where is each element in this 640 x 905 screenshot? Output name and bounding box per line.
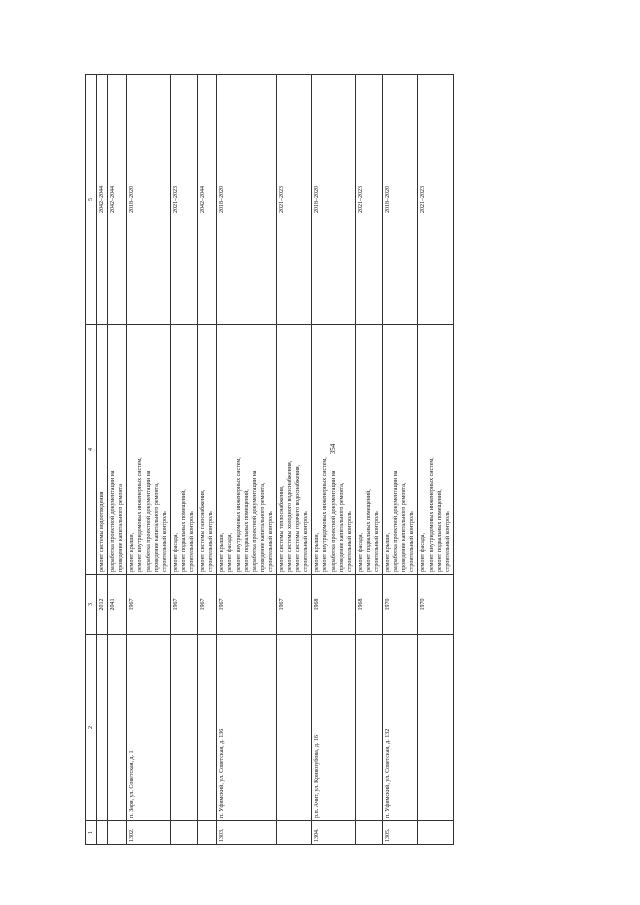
work-item: ремонт системы теплоснабжения,: [278, 485, 285, 572]
commissioning-year-cell: 2041: [108, 575, 127, 635]
page-number: 354: [329, 443, 337, 455]
rotated-page-content: [85, 75, 602, 845]
row-number-cell: 1305.: [383, 821, 418, 845]
work-item: ремонт фасада,: [172, 533, 179, 572]
work-item: ремонт внутридомовых инженерных систем,: [322, 457, 329, 572]
commissioning-year-cell: 2012: [97, 575, 108, 635]
work-item: ремонт подвальных помещений,: [243, 489, 250, 572]
work-item: строительный контроль: [161, 511, 168, 572]
work-item: разработка проектной документации на: [393, 470, 400, 572]
planned-period-cell: 2018–2020: [127, 75, 170, 325]
planned-period-cell: 2021–2023: [170, 75, 197, 325]
row-number-cell: [355, 821, 382, 845]
work-item: ремонт крыши,: [219, 532, 226, 572]
table-row: [276, 75, 311, 845]
commissioning-year-cell: 1967: [198, 575, 217, 635]
work-item: ремонт фасада,: [420, 533, 427, 572]
work-item: строительный контроль: [409, 511, 416, 572]
column-header: 2: [86, 635, 97, 821]
row-number-cell: 1303.: [217, 821, 277, 845]
work-item: ремонт внутридомовых инженерных систем,: [428, 457, 435, 572]
planned-period-cell: 2018–2020: [217, 75, 277, 325]
address-cell: [108, 635, 127, 821]
table-row: [383, 75, 418, 845]
address-cell: [418, 635, 453, 821]
address-cell: [198, 635, 217, 821]
work-item: ремонт внутридомовых инженерных систем,: [137, 457, 144, 572]
commissioning-year-cell: 1967: [276, 575, 311, 635]
address-cell: [170, 635, 197, 821]
planned-period-cell: 2042–2044: [198, 75, 217, 325]
works-cell: [127, 325, 170, 575]
work-item: ремонт крыши,: [129, 532, 136, 572]
work-item: строительный контроль: [267, 511, 274, 572]
work-item: разработка проектной документации на: [145, 470, 152, 572]
table-row: [312, 75, 355, 845]
planned-period-cell: 2018–2020: [383, 75, 418, 325]
works-cell: [97, 325, 108, 575]
work-item: проведение капитального ремонта,: [338, 482, 345, 572]
work-item: разработка проектной документации на: [251, 470, 258, 572]
work-item: строительный контроль: [444, 511, 451, 572]
row-number-cell: [97, 821, 108, 845]
commissioning-year-cell: 1967: [170, 575, 197, 635]
planned-period-cell: 2042–2044: [108, 75, 127, 325]
row-number-cell: [170, 821, 197, 845]
row-number-cell: [198, 821, 217, 845]
work-item: проведение капитального ремонта: [118, 484, 125, 572]
table-row: [170, 75, 197, 845]
header-row: [86, 75, 97, 845]
work-item: проведение капитального ремонта,: [259, 482, 266, 572]
work-item: строительный контроль: [208, 511, 215, 572]
address-cell: п. Заря, ул. Советская, д. 1: [127, 635, 170, 821]
address-cell: р.п. Ачит, ул. Кривозубова, д. 16: [312, 635, 355, 821]
table-row: [198, 75, 217, 845]
work-item: строительный контроль: [303, 511, 310, 572]
work-item: ремонт подвальных помещений,: [365, 489, 372, 572]
works-cell: [108, 325, 127, 575]
planned-period-cell: 2042–2044: [97, 75, 108, 325]
work-item: ремонт фасада,: [227, 533, 234, 572]
column-header: 5: [86, 75, 97, 325]
row-number-cell: [418, 821, 453, 845]
table-row: [217, 75, 277, 845]
row-number-cell: 1302.: [127, 821, 170, 845]
table-row: [418, 75, 453, 845]
work-item: ремонт системы холодного водоснабжения,: [287, 460, 294, 572]
address-cell: [355, 635, 382, 821]
planned-period-cell: 2021–2023: [276, 75, 311, 325]
work-item: проведение капитального ремонта,: [401, 482, 408, 572]
work-item: проведение капитального ремонта,: [153, 482, 160, 572]
works-cell: [383, 325, 418, 575]
table-row: [127, 75, 170, 845]
works-cell: [355, 325, 382, 575]
work-item: разработка проектной документации на: [330, 470, 337, 572]
commissioning-year-cell: 1967: [127, 575, 170, 635]
work-item: разработка проектной документации на: [110, 470, 117, 572]
work-item: строительный контроль: [346, 511, 353, 572]
address-cell: п. Уфимский, ул. Советская, д. 132: [383, 635, 418, 821]
commissioning-year-cell: 1970: [383, 575, 418, 635]
table-row: [97, 75, 108, 845]
work-item: ремонт фасада,: [357, 533, 364, 572]
planned-period-cell: 2021–2023: [355, 75, 382, 325]
commissioning-year-cell: 1967: [217, 575, 277, 635]
work-item: ремонт системы газоснабжения,: [200, 489, 207, 572]
column-header: 3: [86, 575, 97, 635]
works-cell: [170, 325, 197, 575]
commissioning-year-cell: 1968: [312, 575, 355, 635]
works-cell: [418, 325, 453, 575]
table-row: [108, 75, 127, 845]
work-item: ремонт подвальных помещений,: [436, 489, 443, 572]
works-cell: [217, 325, 277, 575]
row-number-cell: 1304.: [312, 821, 355, 845]
work-item: ремонт крыши,: [385, 532, 392, 572]
row-number-cell: [276, 821, 311, 845]
row-number-cell: [108, 821, 127, 845]
work-item: ремонт крыши,: [314, 532, 321, 572]
address-cell: п. Уфимский, ул. Советская, д. 136: [217, 635, 277, 821]
work-item: ремонт внутридомовых инженерных систем,: [235, 457, 242, 572]
address-cell: [97, 635, 108, 821]
work-item: ремонт системы горячего водоснабжения,: [295, 464, 302, 572]
works-cell: [276, 325, 311, 575]
planned-period-cell: 2018–2020: [312, 75, 355, 325]
commissioning-year-cell: 1970: [418, 575, 453, 635]
column-header: 4: [86, 325, 97, 575]
repair-schedule-table: [85, 74, 454, 845]
works-cell: [198, 325, 217, 575]
table-row: [355, 75, 382, 845]
planned-period-cell: 2021–2023: [418, 75, 453, 325]
work-item: строительный контроль: [374, 511, 380, 572]
column-header: 1: [86, 821, 97, 845]
address-cell: [276, 635, 311, 821]
work-item: ремонт системы водоотведения: [99, 491, 106, 572]
work-item: ремонт подвальных помещений,: [180, 489, 187, 572]
commissioning-year-cell: 1968: [355, 575, 382, 635]
works-cell: [312, 325, 355, 575]
work-item: строительный контроль: [189, 511, 196, 572]
